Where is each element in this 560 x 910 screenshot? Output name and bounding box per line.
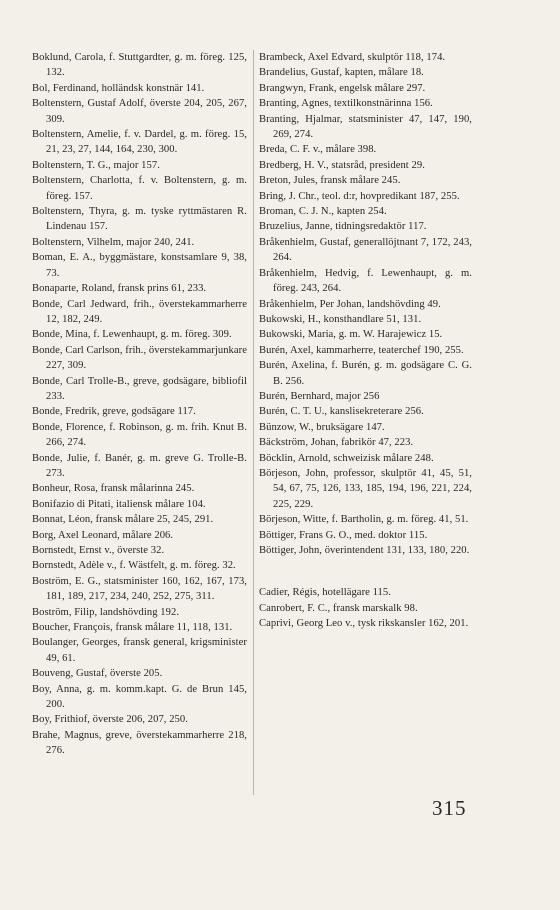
index-entry: Bråkenhielm, Per Johan, landshövding 49. <box>259 298 441 310</box>
index-entry: Bonde, Fredrik, greve, godsägare 117. <box>32 406 196 418</box>
index-entry: Bukowski, Maria, g. m. W. Harajewicz 15. <box>259 329 443 341</box>
index-entry: Boltenstern, Charlotta, f. v. Boltenstern, g. m. föreg. 157. <box>32 175 247 202</box>
index-entry: Bonde, Carl Trolle-B., greve, godsägare, bibliofil 233. <box>32 375 247 402</box>
index-entry: Caprivi, Georg Leo v., tysk rikskansler 162, 201. <box>259 618 469 630</box>
index-entry: Bukowski, H., konsthandlare 51, 131. <box>259 313 422 325</box>
index-entry: Brangwyn, Frank, engelsk målare 297. <box>259 82 426 94</box>
index-entry: Bråkenhielm, Hedvig, f. Lewenhaupt, g. m. föreg. 243, 264. <box>259 267 472 295</box>
index-entry: Brahe, Magnus, greve, överstekammarherre 218, 276. <box>32 729 247 757</box>
index-entry: Boström, E. G., statsminister 160, 162, 167, 173, 181, 189, 217, 234, 240, 252, 275, 311. <box>32 575 247 603</box>
index-entry: Burén, Bernhard, major 256 <box>259 390 380 402</box>
index-entry: Bol, Ferdinand, holländsk konstnär 141. <box>32 82 205 94</box>
index-entry: Böcklin, Arnold, schweizisk målare 248. <box>259 452 434 464</box>
index-entry: Boucher, François, fransk målare 11, 118, 131. <box>32 622 233 634</box>
index-entry: Bünzow, W., bruksägare 147. <box>259 421 385 433</box>
index-entry: Cadier, Régis, hotellägare 115. <box>259 587 391 599</box>
index-entry: Bouveng, Gustaf, överste 205. <box>32 668 163 680</box>
index-entry: Bonaparte, Roland, fransk prins 61, 233. <box>32 283 207 295</box>
index-entry: Boltenstern, Amelie, f. v. Dardel, g. m. föreg. 15, 21, 23, 27, 144, 164, 230, 300. <box>32 129 247 156</box>
index-entry: Brandelius, Gustaf, kapten, målare 18. <box>259 67 424 79</box>
right-entries-b <box>259 50 472 558</box>
page-number: 315 <box>432 796 467 820</box>
index-entry: Broman, C. J. N., kapten 254. <box>259 206 387 218</box>
index-entry: Boy, Frithiof, överste 206, 207, 250. <box>32 714 188 726</box>
index-entry: Burén, Axel, kammarherre, teaterchef 190, 255. <box>259 344 464 356</box>
index-entry: Bäckström, Johan, fabrikör 47, 223. <box>259 437 414 449</box>
index-entry: Börjeson, Witte, f. Bartholin, g. m. föreg. 41, 51. <box>259 514 469 526</box>
index-entry: Bonde, Julie, f. Banér, g. m. greve G. Trolle-B. 273. <box>32 452 247 479</box>
index-entry: Breda, C. F. v., målare 398. <box>259 144 377 156</box>
index-entry: Bornstedt, Adèle v., f. Wästfelt, g. m. föreg. 32. <box>32 560 236 572</box>
index-entry: Burén, Axelina, f. Burén, g. m. godsägare C. G. B. 256. <box>259 360 472 387</box>
right-column <box>259 50 472 632</box>
index-entry: Brambeck, Axel Edvard, skulptör 118, 174. <box>259 52 446 63</box>
right-entries-c <box>259 585 472 631</box>
index-entry: Boltenstern, Thyra, g. m. tyske ryttmästaren R. Lindenau 157. <box>32 206 247 233</box>
index-entry: Burén, C. T. U., kanslisekreterare 256. <box>259 406 424 418</box>
index-entry: Canrobert, F. C., fransk marskalk 98. <box>259 602 418 614</box>
index-entry: Boulanger, Georges, fransk general, krigsminister 49, 61. <box>32 637 247 664</box>
index-entry: Branting, Agnes, textilkonstnärinna 156. <box>259 98 433 110</box>
index-entry: Branting, Hjalmar, statsminister 47, 147, 190, 269, 274. <box>259 113 472 141</box>
index-entry: Boman, E. A., byggmästare, konstsamlare 9, 38, 73. <box>32 252 247 279</box>
index-entry: Bonde, Carl Jedward, frih., överstekammarherre 12, 182, 249. <box>32 298 247 325</box>
index-entry: Boltenstern, T. G., major 157. <box>32 159 160 171</box>
index-entry: Bonheur, Rosa, fransk målarinna 245. <box>32 483 195 495</box>
index-entry: Boltenstern, Vilhelm, major 240, 241. <box>32 236 195 248</box>
column-divider <box>253 50 254 795</box>
index-entry: Bonnat, Léon, fransk målare 25, 245, 291. <box>32 514 214 526</box>
index-entry: Börjeson, John, professor, skulptör 41, 45, 51, 54, 67, 75, 126, 133, 185, 194, 196, 221, 224, 225, 229. <box>259 467 472 510</box>
index-entry: Bring, J. Chr., teol. d:r, hovpredikant 187, 255. <box>259 190 460 202</box>
index-entry: Boy, Anna, g. m. komm.kapt. G. de Brun 145, 200. <box>32 683 247 711</box>
index-entry: Breton, Jules, fransk målare 245. <box>259 175 401 187</box>
index-entry: Böttiger, Frans G. O., med. doktor 115. <box>259 529 428 541</box>
index-entry: Boltenstern, Gustaf Adolf, överste 204, 205, 267, 309. <box>32 98 247 125</box>
index-entry: Bråkenhielm, Gustaf, generallöjtnant 7, 172, 243, 264. <box>259 236 472 264</box>
index-entry: Boström, Filip, landshövding 192. <box>32 606 180 618</box>
index-entry: Bruzelius, Janne, tidningsredaktör 117. <box>259 221 427 233</box>
index-entry: Bornstedt, Ernst v., överste 32. <box>32 545 165 556</box>
index-entry: Bonde, Florence, f. Robinson, g. m. frih. Knut B. 266, 274. <box>32 421 247 449</box>
index-entry: Bredberg, H. V., statsråd, president 29. <box>259 159 425 171</box>
left-column <box>32 50 247 759</box>
index-entry: Boklund, Carola, f. Stuttgardter, g. m. föreg. 125, 132. <box>32 52 247 79</box>
index-entry: Bonifazio di Pitati, italiensk målare 104. <box>32 498 206 510</box>
index-entry: Bonde, Carl Carlson, frih., överstekammarjunkare 227, 309. <box>32 344 247 372</box>
letter-gap <box>259 558 472 585</box>
index-entry: Bonde, Mina, f. Lewenhaupt, g. m. föreg. 309. <box>32 329 232 341</box>
index-entry: Borg, Axel Leonard, målare 206. <box>32 529 174 541</box>
index-entry: Böttiger, John, överintendent 131, 133, 180, 220. <box>259 545 470 556</box>
